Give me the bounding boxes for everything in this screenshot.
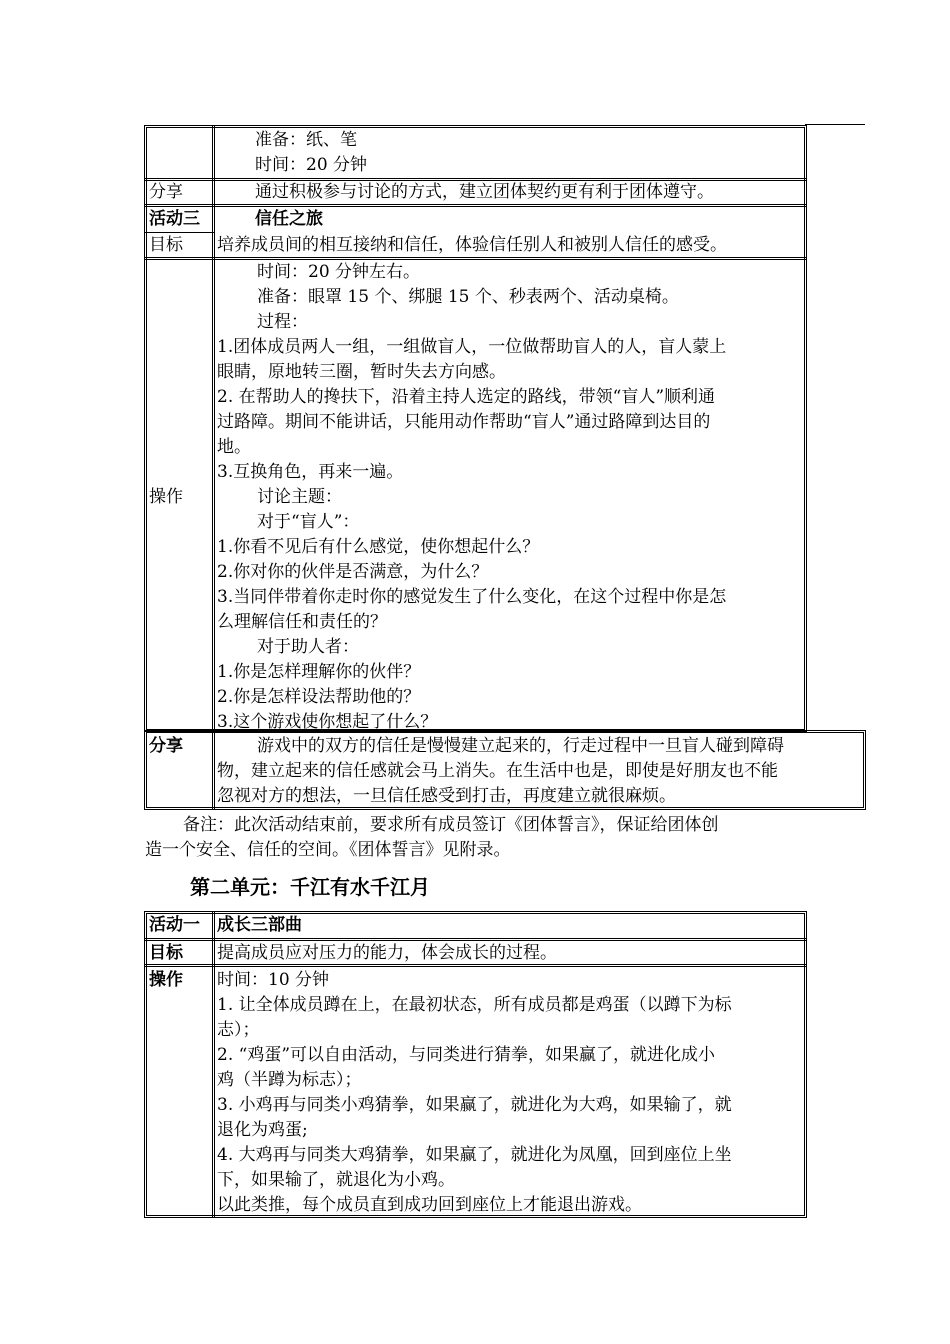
operation-line: 对于助人者： bbox=[257, 637, 359, 657]
activity-title: 成长三部曲 bbox=[217, 915, 302, 935]
operation-line: 过路障。期间不能讲话，只能用动作帮助“盲人”通过路障到达目的 bbox=[217, 412, 711, 432]
operation-line: 讨论主题： bbox=[257, 487, 342, 507]
operation-line: 1.你看不见后有什么感觉，使你想起什么？ bbox=[217, 537, 540, 557]
goal-text: 提高成员应对压力的能力，体会成长的过程。 bbox=[217, 943, 557, 963]
operation-content bbox=[217, 968, 732, 1218]
activity-title: 信任之旅 bbox=[255, 209, 323, 229]
goal-label: 目标 bbox=[149, 235, 183, 255]
note-line: 造一个安全、信任的空间。《团体誓言》见附录。 bbox=[145, 840, 511, 860]
operation-label: 操作 bbox=[149, 970, 183, 990]
prep-line: 准备：纸、笔 bbox=[255, 130, 357, 150]
operation-line: 对于“盲人”： bbox=[257, 512, 360, 532]
table-1-top-extension bbox=[805, 124, 865, 125]
operation-line: 鸡（半蹲为标志）； bbox=[217, 1070, 362, 1090]
operation-line: 地。 bbox=[217, 437, 251, 457]
operation-line: 3.当同伴带着你走时你的感觉发生了什么变化，在这个过程中你是怎 bbox=[217, 587, 727, 607]
operation-line: 眼睛，原地转三圈，暂时失去方向感。 bbox=[217, 362, 506, 382]
operation-label: 操作 bbox=[149, 487, 183, 507]
operation-line: 1.团体成员两人一组，一组做盲人，一位做帮助盲人的人，盲人蒙上 bbox=[217, 337, 727, 357]
table-2-column-divider bbox=[212, 911, 215, 1218]
activity-label: 活动一 bbox=[149, 915, 200, 935]
table-1-column-divider bbox=[212, 125, 215, 810]
operation-line: 时间：10 分钟 bbox=[217, 970, 330, 990]
operation-line: 1. 让全体成员蹲在上，在最初状态，所有成员都是鸡蛋（以蹲下为标 bbox=[217, 995, 732, 1015]
operation-line: 2.你是怎样设法帮助他的？ bbox=[217, 687, 421, 707]
goal-text: 培养成员间的相互接纳和信任，体验信任别人和被别人信任的感受。 bbox=[217, 235, 727, 255]
operation-line: 下，如果输了，就退化为小鸡。 bbox=[217, 1170, 455, 1190]
goal-label: 目标 bbox=[149, 943, 183, 963]
operation-line: 志）； bbox=[217, 1020, 260, 1040]
note bbox=[145, 813, 719, 863]
operation-line: 3. 小鸡再与同类小鸡猜拳，如果赢了，就进化为大鸡，如果输了，就 bbox=[217, 1095, 732, 1115]
operation-line: 准备：眼罩 15 个、绑腿 15 个、秒表两个、活动桌椅。 bbox=[257, 287, 679, 307]
operation-line: 3.这个游戏使你想起了什么？ bbox=[217, 712, 438, 732]
operation-line: 1.你是怎样理解你的伙伴？ bbox=[217, 662, 421, 682]
operation-line: 过程： bbox=[257, 312, 308, 332]
share-line: 游戏中的双方的信任是慢慢建立起来的，行走过程中一旦盲人碰到障碍 bbox=[257, 736, 784, 756]
share-text: 通过积极参与讨论的方式，建立团体契约更有利于团体遵守。 bbox=[255, 182, 714, 202]
prep-cell bbox=[255, 128, 367, 178]
unit-heading: 第二单元：千江有水千江月 bbox=[190, 875, 430, 899]
share-content bbox=[217, 734, 784, 809]
activity-label: 活动三 bbox=[149, 209, 200, 229]
operation-line: 退化为鸡蛋; bbox=[217, 1120, 308, 1140]
note-line: 备注：此次活动结束前，要求所有成员签订《团体誓言》，保证给团体创 bbox=[183, 815, 719, 835]
share-line: 忽视对方的想法，一旦信任感受到打击，再度建立就很麻烦。 bbox=[217, 786, 676, 806]
operation-line: 2. 在帮助人的搀扶下，沿着主持人选定的路线，带领“盲人”顺利通 bbox=[217, 387, 716, 407]
operation-line: 时间：20 分钟左右。 bbox=[257, 262, 421, 282]
share-label: 分享 bbox=[149, 736, 183, 756]
operation-content bbox=[217, 260, 726, 735]
share-label: 分享 bbox=[149, 182, 183, 202]
operation-line: 4. 大鸡再与同类大鸡猜拳，如果赢了，就进化为凤凰，回到座位上坐 bbox=[217, 1145, 732, 1165]
operation-line: 以此类推，每个成员直到成功回到座位上才能退出游戏。 bbox=[217, 1195, 642, 1215]
operation-line: 么理解信任和责任的？ bbox=[217, 612, 387, 632]
share-line: 物，建立起来的信任感就会马上消失。在生活中也是，即使是好朋友也不能 bbox=[217, 761, 778, 781]
prep-line: 时间：20 分钟 bbox=[255, 155, 368, 175]
operation-line: 2.你对你的伙伴是否满意，为什么？ bbox=[217, 562, 489, 582]
operation-line: 3.互换角色，再来一遍。 bbox=[217, 462, 404, 482]
operation-line: 2. “鸡蛋”可以自由活动，与同类进行猜拳，如果赢了，就进化成小 bbox=[217, 1045, 716, 1065]
